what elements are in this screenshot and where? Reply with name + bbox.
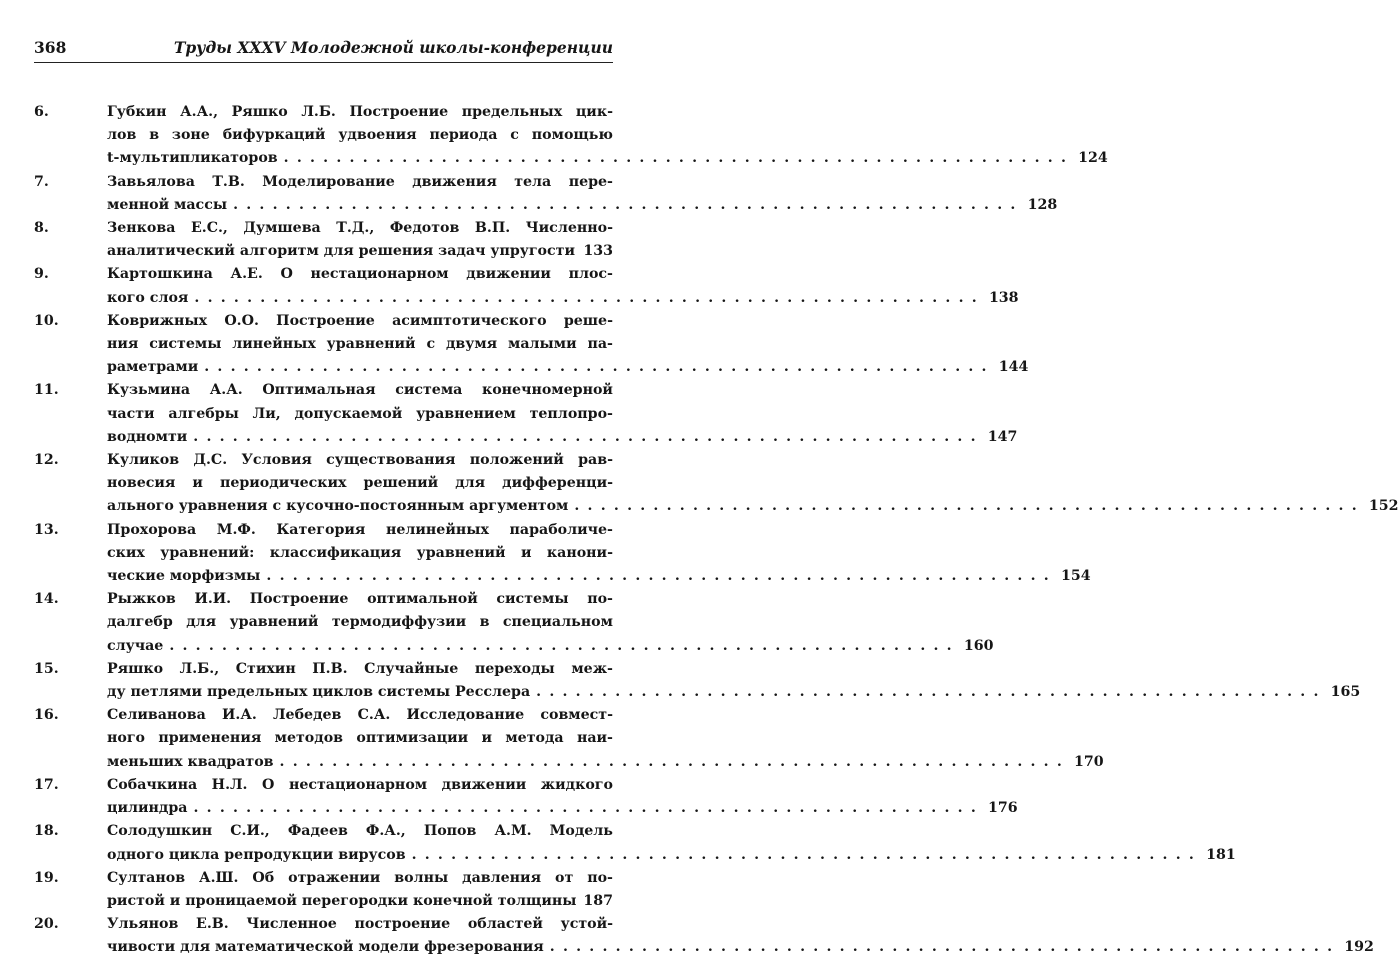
entry-last-line [107,194,1058,217]
entry-line: аналитический алгоритм для решения задач упругости [107,243,575,260]
entry-number: 15. [34,660,59,677]
dot-leader: ............................................................ [574,498,1365,515]
entry-page-number: 133 [583,243,613,260]
entry-line: Кузьмина А.А. Оптимальная система конечномерной [107,382,613,399]
entry-last-line [107,147,1108,170]
dot-leader: ............................................................ [549,939,1341,956]
entry-number: 11. [34,382,59,399]
entry-last-line [107,681,1361,704]
entry-last-line [107,890,613,913]
entry-number: 19. [34,869,59,886]
entry-text [107,449,1399,519]
entry-page-number: 138 [988,289,1019,306]
entry-last-line [107,565,1091,588]
entry-line: Коврижных О.О. Построение асимптотического реше- [107,312,613,329]
entry-line: ристой и проницаемой перегородки конечной толщины [107,892,577,909]
toc-entry [34,171,1058,217]
entry-line: Султанов А.Ш. Об отражении волны давления от по- [107,869,613,886]
entry-text [107,588,994,658]
entry-number: 16. [34,707,59,724]
running-header [34,38,613,57]
toc-entry [34,704,1104,774]
entry-line: Губкин А.А., Ряшко Л.Б. Построение предельных цик- [107,104,613,120]
toc-entry [34,820,1236,866]
entry-line: Зенкова Е.С., Думшева Т.Д., Федотов В.П. Численно- [107,220,613,237]
entry-last-line [107,635,994,658]
entry-text [107,704,1104,774]
entry-line: Картошкина А.Е. О нестационарном движении плос- [107,266,613,283]
entry-page-number: 124 [1078,150,1108,167]
entry-number: 20. [34,916,59,933]
toc-entry [34,217,613,263]
entry-line: ских уравнений: классификация уравнений и канони- [107,544,613,561]
entry-line: ния системы линейных уравнений с двумя малыми па- [107,336,613,353]
entry-last-line [107,426,1018,449]
entry-number: 7. [34,173,49,190]
entry-text [107,820,1236,866]
toc-entry [34,913,1374,959]
dot-leader: ............................................................ [279,753,1071,770]
entry-last-line [107,797,1018,820]
entry-text [107,310,1029,380]
entry-number: 12. [34,452,59,469]
entry-text [107,774,1018,820]
entry-page-number: 154 [1060,568,1091,585]
toc-entry [34,101,1108,171]
entry-number: 13. [34,521,59,538]
entry-line: ческие морфизмы [107,568,261,585]
toc-entry [34,519,1091,589]
toc-entry [34,379,1018,449]
entry-text [107,263,1019,309]
dot-leader: ............................................................ [193,800,985,817]
entry-page-number: 128 [1027,196,1058,213]
entry-line: Прохорова М.Ф. Категория нелинейных параболиче- [107,521,613,538]
entry-page-number: 144 [998,359,1029,376]
dot-leader: ............................................................ [233,196,1024,213]
toc-entry [34,867,613,913]
entry-text [107,217,613,263]
entry-line: менной массы [107,196,228,213]
entry-last-line [107,936,1374,959]
entry-number: 18. [34,823,59,840]
entry-page-number: 160 [963,637,994,654]
dot-leader: ............................................................ [194,289,985,306]
entry-page-number: 176 [988,800,1018,817]
dot-leader: ............................................................ [193,428,984,445]
toc-entry [34,449,1399,519]
entry-last-line [107,751,1104,774]
dot-leader: ............................................................ [536,684,1327,701]
entry-text [107,171,1058,217]
entry-text [107,658,1361,704]
entry-line: Рыжков И.И. Построение оптимальной системы по- [107,591,613,608]
page-number: 368 [34,38,67,57]
toc-entry [34,774,1018,820]
entry-line: Собачкина Н.Л. О нестационарном движении жидкого [107,776,613,793]
entry-line: новесия и периодических решений для дифференци- [107,475,613,492]
entry-last-line [107,495,1399,518]
entry-number: 6. [34,104,49,120]
entry-line: одного цикла репродукции вирусов [107,846,406,863]
entry-line: ального уравнения с кусочно-постоянным аргументом [107,498,569,515]
entry-text [107,379,1018,449]
entry-number: 17. [34,776,59,793]
entry-line: водномти [107,428,188,445]
entry-text [107,101,1108,171]
running-title: Труды XXXV Молодежной школы-конференции [173,38,613,57]
entry-line: меньших квадратов [107,753,274,770]
toc-entry [34,263,1019,309]
entry-line: кого слоя [107,289,189,306]
entry-text [107,867,613,913]
entry-line: лов в зоне бифуркаций удвоения периода с помощью [107,127,613,144]
entry-line: чивости для математической модели фрезерования [107,939,544,956]
entry-line: далгебр для уравнений термодиффузии в специальном [107,614,613,631]
entry-page-number: 165 [1330,684,1361,701]
dot-leader: ............................................................ [283,150,1075,167]
entry-line: Ряшко Л.Б., Стихин П.В. Случайные переходы меж- [107,660,613,677]
toc-entry [34,310,1029,380]
entry-page-number: 187 [583,892,613,909]
entry-page-number: 152 [1368,498,1399,515]
entry-line: части алгебры Ли, допускаемой уравнением теплопро- [107,405,613,422]
entry-text [107,913,1374,959]
entry-line: ду петлями предельных циклов системы Ресслера [107,684,531,701]
entry-last-line [107,844,1236,867]
toc-entry [34,588,994,658]
entry-line: ного применения методов оптимизации и метода наи- [107,730,613,747]
dot-leader: ............................................................ [169,637,960,654]
dot-leader: ............................................................ [411,846,1203,863]
entry-page-number: 192 [1344,939,1374,956]
entry-line: Завьялова Т.В. Моделирование движения тела пере- [107,173,613,190]
entry-line: Селиванова И.А. Лебедев С.А. Исследование совмест- [107,707,613,724]
entry-last-line [107,287,1019,310]
entry-line: t-мультипликаторов [107,150,278,167]
entry-line: цилиндра [107,800,188,817]
entry-line: случае [107,637,164,654]
entry-line: Солодушкин С.И., Фадеев Ф.А., Попов А.М. Модель [107,823,613,840]
dot-leader: ............................................................ [204,359,995,376]
entry-line: раметрами [107,359,199,376]
header-rule [34,62,613,63]
toc-entry [34,658,1361,704]
entry-line: Куликов Д.С. Условия существования положений рав- [107,452,613,469]
entry-page-number: 147 [987,428,1018,445]
entry-text [107,519,1091,589]
entry-number: 8. [34,220,49,237]
entry-last-line [107,356,1029,379]
dot-leader: ............................................................ [266,568,1057,585]
entry-page-number: 181 [1206,846,1236,863]
entry-number: 9. [34,266,49,283]
entry-page-number: 170 [1074,753,1104,770]
entry-number: 14. [34,591,59,608]
entry-line: Ульянов Е.В. Численное построение областей устой- [107,916,613,933]
entry-number: 10. [34,312,59,329]
table-of-contents [34,101,1399,960]
entry-last-line [107,240,613,263]
